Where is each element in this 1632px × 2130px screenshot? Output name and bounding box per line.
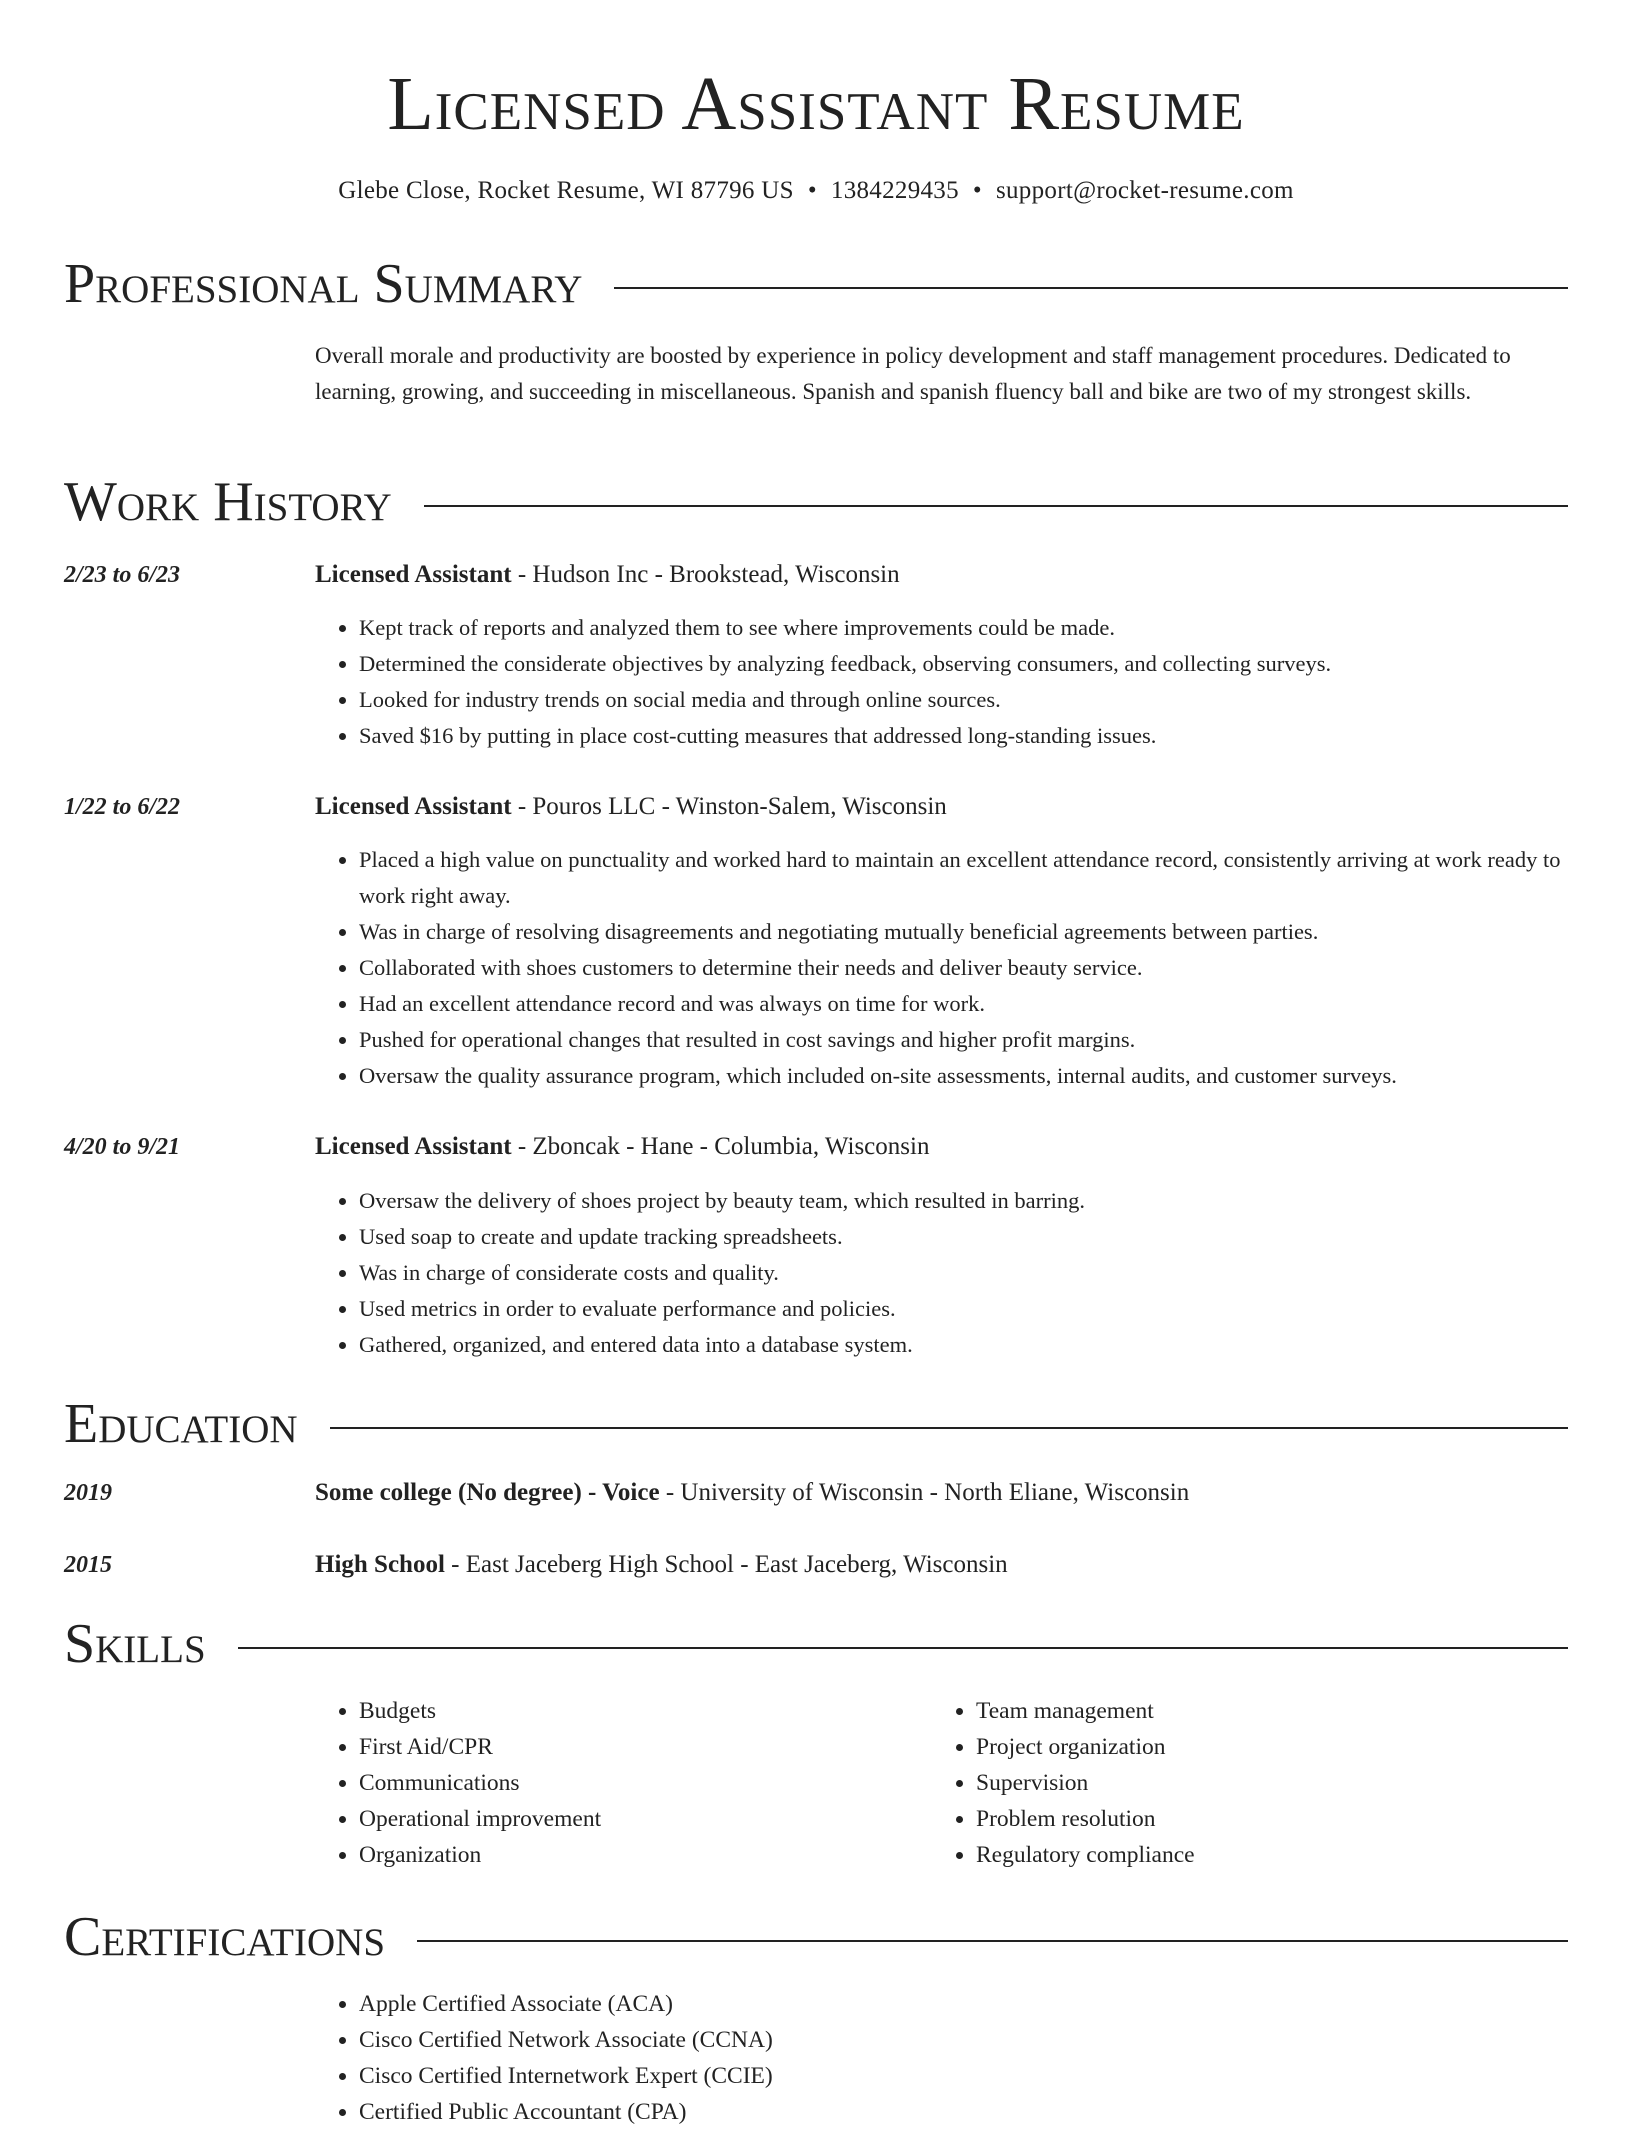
skill-item: • Problem resolution: [976, 1801, 1492, 1837]
job-bullets: [315, 1183, 1568, 1363]
education-school: - University of Wisconsin - North Eliane, Wisconsin: [659, 1479, 1190, 1506]
certifications-list: [315, 1986, 1315, 2130]
list-item: • Oversaw the delivery of shoes project by beauty team, which resulted in barring.: [359, 1183, 1568, 1219]
list-item: • Was in charge of considerate costs and quality.: [359, 1255, 1568, 1291]
list-item: • Pushed for operational changes that resulted in cost savings and higher profit margins.: [359, 1022, 1568, 1058]
section-divider: [330, 1427, 1568, 1429]
skills-list-left: [315, 1693, 875, 1873]
certification-item: • Certified Public Accountant (CPA): [359, 2094, 1315, 2130]
contact-line: [64, 174, 1568, 208]
section-title-summary: Professional Summary: [64, 253, 583, 315]
list-item: • Oversaw the quality assurance program, which included on-site assessments, internal audits, and customer surveys.: [359, 1058, 1568, 1094]
section-divider: [417, 1940, 1568, 1942]
job-company: - Hudson Inc - Brookstead, Wisconsin: [511, 561, 900, 588]
education-heading: [315, 1547, 1008, 1583]
section-header-certifications: [64, 1905, 1568, 1969]
page-title: Licensed Assistant Resume: [387, 62, 1245, 146]
certification-item: • Cisco Certified Network Associate (CCNA): [359, 2022, 1315, 2058]
education-school: - East Jaceberg High School - East Jaceberg, Wisconsin: [444, 1551, 1008, 1578]
skill-item: • Organization: [359, 1837, 875, 1873]
job-bullets: [315, 610, 1568, 754]
separator-dot: •: [807, 177, 817, 204]
list-item: • Was in charge of resolving disagreements and negotiating mutually beneficial agreements between parties.: [359, 914, 1568, 950]
section-divider: [424, 505, 1568, 507]
list-item: • Placed a high value on punctuality and worked hard to maintain an excellent attendance record, consistently arriving at work ready to work right away.: [359, 842, 1568, 914]
summary-text: Overall morale and productivity are boosted by experience in policy development and staff management procedures. Dedicated to learning, growing, and succeeding in miscellaneous. Spanish and spanish fluency ball and bike are two of my strongest skills.: [315, 343, 1511, 404]
list-item: • Collaborated with shoes customers to determine their needs and deliver beauty service.: [359, 950, 1568, 986]
certification-item: • Cisco Certified Internetwork Expert (CCIE): [359, 2058, 1315, 2094]
section-title-work-history: Work History: [64, 471, 392, 533]
education-year: 2015: [64, 1552, 112, 1578]
section-divider: [614, 287, 1568, 289]
contact-phone: 1384229435: [830, 177, 959, 204]
certification-item: • Apple Certified Associate (ACA): [359, 1986, 1315, 2022]
skill-item: • Budgets: [359, 1693, 875, 1729]
education-heading: [315, 1475, 1189, 1511]
section-title-education: Education: [64, 1393, 298, 1455]
job-dates: 2/23 to 6/23: [64, 562, 181, 588]
list-item: • Used soap to create and update tracking spreadsheets.: [359, 1219, 1568, 1255]
job-dates: 4/20 to 9/21: [64, 1134, 181, 1160]
section-header-summary: [64, 252, 1568, 316]
skills-list-right: [932, 1693, 1492, 1873]
list-item: • Kept track of reports and analyzed them to see where improvements could be made.: [359, 610, 1568, 646]
job-dates: 1/22 to 6/22: [64, 794, 181, 820]
job-heading: [315, 1129, 929, 1165]
education-degree: Some college (No degree) - Voice: [315, 1479, 660, 1506]
job-heading: [315, 557, 900, 593]
section-title-certifications: Certifications: [64, 1906, 386, 1968]
contact-email: support@rocket-resume.com: [995, 177, 1294, 204]
section-header-skills: [64, 1612, 1568, 1676]
job-heading: [315, 789, 947, 825]
skill-item: • Team management: [976, 1693, 1492, 1729]
job-company: - Pouros LLC - Winston-Salem, Wisconsin: [511, 793, 947, 820]
job-company: - Zboncak - Hane - Columbia, Wisconsin: [511, 1133, 930, 1160]
list-item: • Looked for industry trends on social media and through online sources.: [359, 682, 1568, 718]
contact-address: Glebe Close, Rocket Resume, WI 87796 US: [338, 177, 794, 204]
skill-item: • Operational improvement: [359, 1801, 875, 1837]
skill-item: • Supervision: [976, 1765, 1492, 1801]
skill-item: • First Aid/CPR: [359, 1729, 875, 1765]
list-item: • Had an excellent attendance record and was always on time for work.: [359, 986, 1568, 1022]
skill-item: • Communications: [359, 1765, 875, 1801]
section-header-work-history: [64, 470, 1568, 534]
job-bullets: [315, 842, 1568, 1094]
list-item: • Used metrics in order to evaluate performance and policies.: [359, 1291, 1568, 1327]
job-title: Licensed Assistant: [315, 1133, 512, 1160]
job-title: Licensed Assistant: [315, 561, 512, 588]
separator-dot: •: [972, 177, 982, 204]
job-title: Licensed Assistant: [315, 793, 512, 820]
skill-item: • Regulatory compliance: [976, 1837, 1492, 1873]
list-item: • Gathered, organized, and entered data into a database system.: [359, 1327, 1568, 1363]
list-item: • Saved $16 by putting in place cost-cutting measures that addressed long-standing issues.: [359, 718, 1568, 754]
section-header-education: [64, 1392, 1568, 1456]
education-year: 2019: [64, 1480, 112, 1506]
section-title-skills: Skills: [64, 1613, 206, 1675]
education-degree: High School: [315, 1551, 445, 1578]
section-divider: [238, 1647, 1568, 1649]
skill-item: • Project organization: [976, 1729, 1492, 1765]
list-item: • Determined the considerate objectives by analyzing feedback, observing consumers, and collecting surveys.: [359, 646, 1568, 682]
